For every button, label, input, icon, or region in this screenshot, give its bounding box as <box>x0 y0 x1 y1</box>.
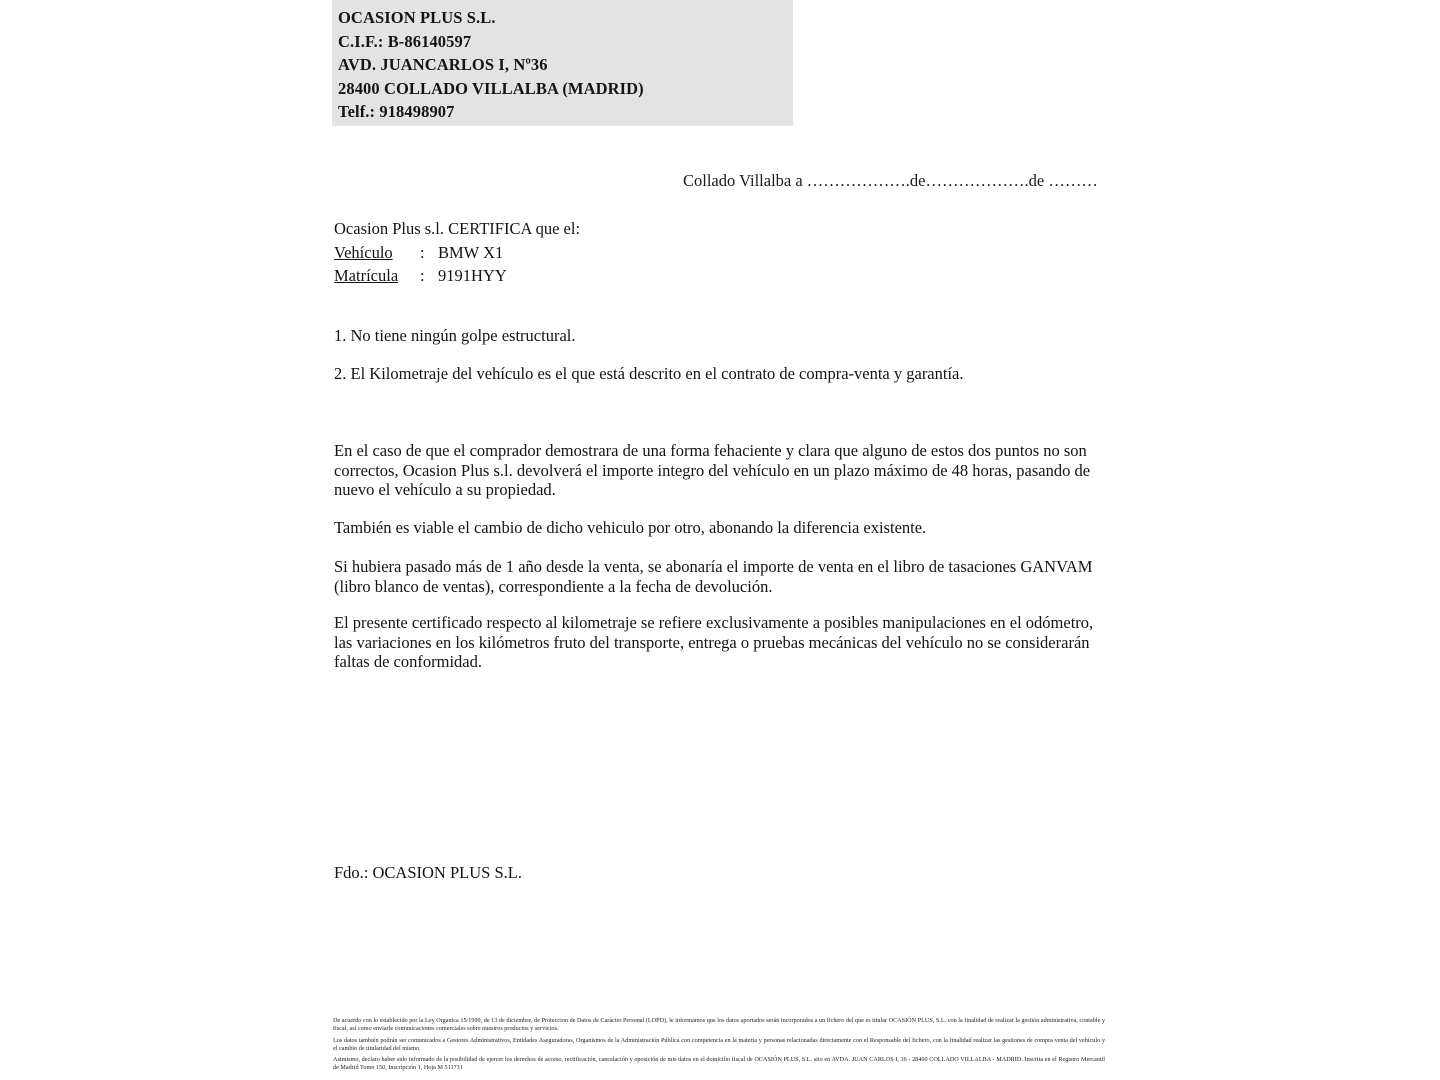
paragraph-refund: En el caso de que el comprador demostrara de una forma fehaciente y clara que alguno de estos dos puntos no son correctos, Ocasion Plus s.l. devolverá el importe integro del vehículo en un plazo máximo de 48 horas, pasando de nuevo el vehículo a su propiedad. <box>334 441 1091 500</box>
vehicle-separator: : <box>420 242 425 262</box>
plate-separator: : <box>420 266 425 285</box>
vehicle-row <box>334 241 580 265</box>
vehicle-label: Vehículo <box>334 242 393 262</box>
paragraph-ganvam: Si hubiera pasado más de 1 año desde la venta, se abonaría el importe de venta en el libro de tasaciones GANVAM (libro blanco de ventas), correspondiente a la fecha de devolución. <box>334 557 1093 596</box>
paragraph-exchange: También es viable el cambio de dicho vehiculo por otro, abonando la diferencia existente. <box>334 518 927 537</box>
company-cif: C.I.F.: B-86140597 <box>338 31 472 51</box>
company-name: OCASION PLUS S.L. <box>338 8 496 27</box>
paragraph-odometer: El presente certificado respecto al kilometraje se refiere exclusivamente a posibles manipulaciones en el odómetro, las variaciones en los kilómetros fruto del transporte, entrega o pruebas mecánicas del vehículo no se considerarán faltas de conformidad. <box>334 613 1094 672</box>
point-item-1: 1. No tiene ningún golpe estructural. <box>334 326 576 345</box>
plate-label: Matrícula <box>334 266 399 285</box>
point-item-2: 2. El Kilometraje del vehículo es el que está descrito en el contrato de compra-venta y garantía. <box>334 364 964 383</box>
vehicle-value: BMW X1 <box>438 242 504 262</box>
legal-paragraph-2: Los datos también podrán ser comunicados a Gestores Administrativos, Entidades Aseguradoras, Organismos de la Administración Pública con competencia en la materia y personas relacionadas directamente con el Responsable del fichero, con la finalidad realizar las gestiones de compra venta del vehículo y el cambio de titularidad del mismo. <box>333 1036 1105 1052</box>
company-city: 28400 COLLADO VILLALBA (MADRID) <box>338 78 644 98</box>
place-and-date-line: Collado Villalba a ……………….de……………….de ……… <box>683 171 1098 190</box>
company-address: AVD. JUANCARLOS I, Nº36 <box>338 55 548 74</box>
certification-intro: Ocasion Plus s.l. CERTIFICA que el: <box>334 219 581 238</box>
certification-block <box>334 217 580 288</box>
signature-line: Fdo.: OCASION PLUS S.L. <box>334 863 522 882</box>
company-header-block <box>332 0 793 126</box>
legal-footnote <box>333 1017 1105 1076</box>
company-phone: Telf.: 918498907 <box>338 102 455 121</box>
legal-paragraph-1: De acuerdo con lo establecido por la Ley Organica 15/1999, de 13 de diciembre, de Proteccion de Datos de Carácter Personal (LOPD), le informamos que los datos aportados serán incorporados a un fichero del que es titular OCASIÓN PLUS, S.L. con la finalidad de realizar la gestión administrativa, contable y fiscal, así como enviarle comunicaciones comerciales sobre nuestros productos y servicios. <box>333 1017 1105 1033</box>
plate-row <box>334 264 580 288</box>
plate-value: 9191HYY <box>438 266 507 285</box>
legal-paragraph-3: Asimismo, declaro haber sido informado de la posibilidad de ejercer los derechos de acceso, rectificación, cancelación y oposición de mis datos en el domicilio fiscal de OCASIÓN PLUS, S.L. sito en AVDA. JUAN CARLOS I, 36 - 28400 COLLADO VILLALBA - MADRID. Inscrita en el Registro Mercantil de Madrid Tomo 150, Inscripción 1, Hoja M 511731 <box>333 1056 1105 1072</box>
